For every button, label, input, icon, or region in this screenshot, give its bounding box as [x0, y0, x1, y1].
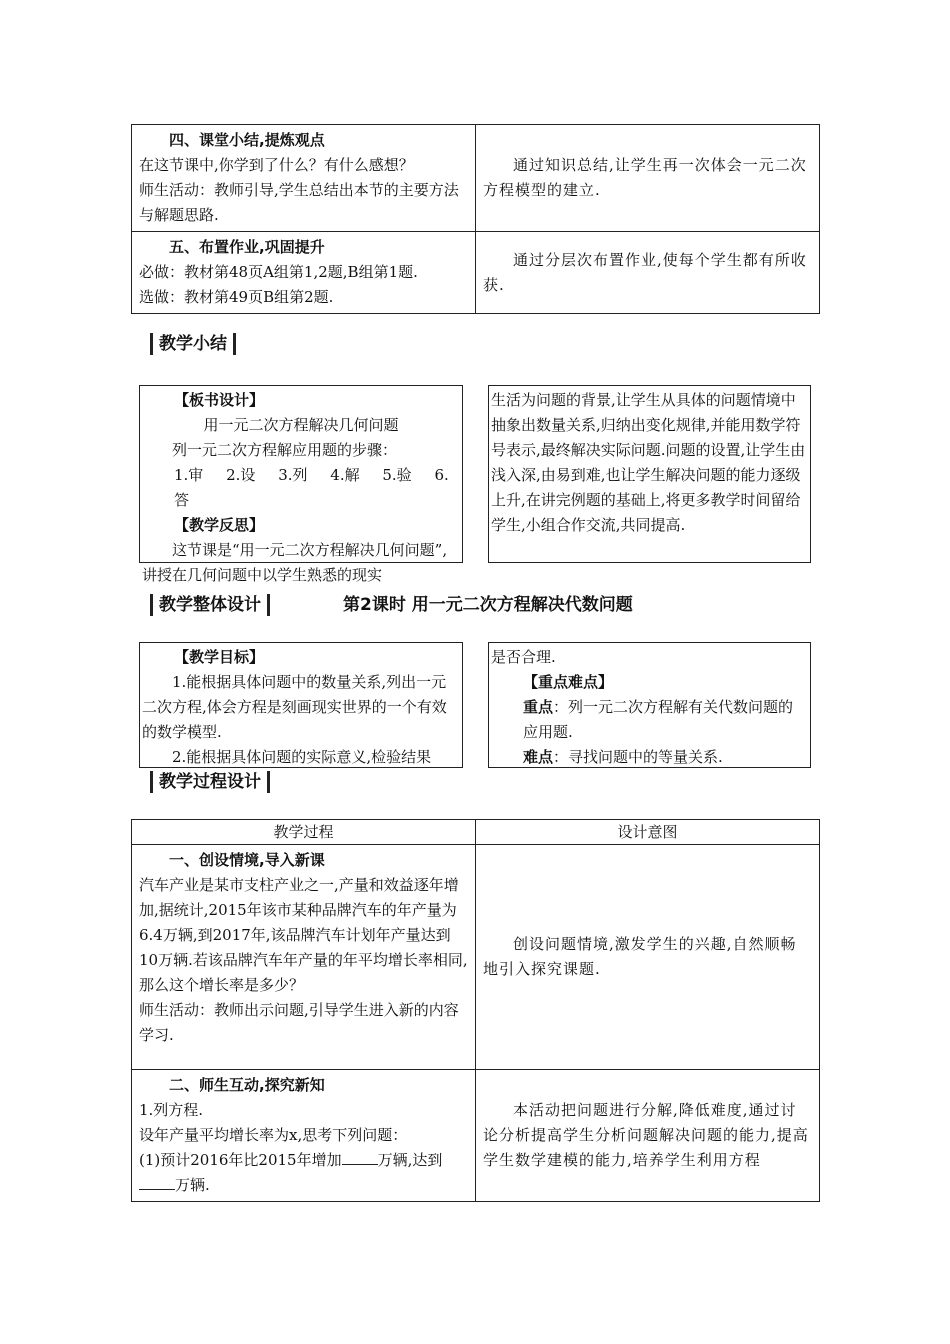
intent-text: 通过分层次布置作业,使每个学生都有所收获. — [483, 250, 807, 294]
board-title: 用一元二次方程解决几何问题 — [203, 416, 399, 434]
row-activity: 师生活动：教师出示问题,引导学生进入新的内容学习. — [139, 1001, 459, 1044]
process-table — [131, 819, 820, 1202]
section-title-summary: 教学小结 — [150, 333, 236, 355]
question-part: (1)预计2016年比2015年增加 — [139, 1151, 342, 1169]
row-item: 1.列方程. — [139, 1101, 204, 1119]
table-row — [132, 232, 820, 314]
column-header: 设计意图 — [476, 820, 820, 845]
intent-text: 通过知识总结,让学生再一次体会一元二次方程模型的建立. — [483, 156, 807, 199]
goals-label: 【教学目标】 — [174, 648, 265, 666]
section-title-process: 教学过程设计 — [150, 771, 270, 793]
row-setup: 设年产量平均增长率为x,思考下列问题： — [139, 1126, 408, 1144]
key-points-label: 【重点难点】 — [523, 673, 614, 691]
intent-text: 创设问题情境,激发学生的兴趣,自然顺畅地引入探究课题. — [483, 935, 797, 978]
step-item: 5.验 — [382, 466, 412, 484]
question-1-cont — [139, 1173, 468, 1198]
key-points-box — [488, 642, 811, 768]
reflection-continued-box — [488, 385, 811, 563]
row-text: 汽车产业是某市支柱产业之一,产量和效益逐年增加,据统计,2015年该市某种品牌汽车的年产量为6.4万辆,到2017年,该品牌汽车计划年产量达到10万辆.若该品牌汽车年产量的年平均增长率相同,那么这个增长率是多少？ — [139, 876, 468, 994]
intent-text: 本活动把问题进行分解,降低难度,通过讨论分析提高学生分析问题解决问题的能力,提高学生数学建模的能力,培养学生利用方程 — [483, 1101, 809, 1169]
goal-item: 1.能根据具体问题中的数量关系,列出一元二次方程,体会方程是刻画现实世界的一个有效的数学模型. — [142, 673, 447, 741]
step-item: 4.解 — [330, 466, 360, 484]
process-cell — [132, 845, 476, 1070]
section-title-design: 教学整体设计 — [150, 594, 270, 616]
answer-blank[interactable] — [139, 1175, 175, 1190]
intent-cell — [476, 845, 820, 1070]
row-heading: 一、创设情境,导入新课 — [169, 851, 325, 869]
reflection-text: 生活为问题的背景,让学生从具体的问题情境中抽象出数量关系,归纳出变化规律,并能用数学符号表示,最终解决实际问题.问题的设置,让学生由浅入深,由易到难,也让学生解决问题的能力逐级上升,在讲完例题的基础上,将更多教学时间留给学生,小组合作交流,共同提高. — [491, 391, 806, 534]
column-header: 教学过程 — [132, 820, 476, 845]
board-label: 【板书设计】 — [174, 391, 265, 409]
question-part: 万辆. — [175, 1176, 210, 1194]
process-cell — [132, 232, 476, 314]
table-row — [132, 1070, 820, 1202]
question-1 — [139, 1148, 468, 1173]
row-heading: 四、课堂小结,提炼观点 — [169, 131, 325, 149]
intent-cell — [476, 125, 820, 232]
goal-continued: 是否合理. — [491, 648, 556, 666]
board-design-box — [139, 385, 463, 584]
key-point-text: ：列一元二次方程解有关代数问题的应用题. — [523, 698, 794, 741]
row-line: 在这节课中,你学到了什么？有什么感想？ — [139, 156, 414, 174]
process-cell — [132, 125, 476, 232]
row-heading: 二、师生互动,探究新知 — [169, 1076, 325, 1094]
table-header-row — [132, 820, 820, 845]
intent-cell — [476, 1070, 820, 1202]
step-item: 1.审 — [174, 466, 204, 484]
top-table — [131, 124, 820, 314]
difficulty-text: ：寻找问题中的等量关系. — [553, 748, 723, 766]
step-item: 2.设 — [226, 466, 256, 484]
process-cell — [132, 1070, 476, 1202]
step-item: 6.答 — [174, 466, 449, 509]
key-point — [491, 695, 808, 745]
question-part: 万辆,达到 — [377, 1151, 443, 1169]
difficulty-label: 难点 — [523, 748, 554, 766]
reflect-text: 这节课是“用一元二次方程解决几何问题”,讲授在几何问题中以学生熟悉的现实 — [142, 541, 448, 584]
goals-box — [139, 642, 463, 768]
row-line: 师生活动：教师引导,学生总结出本节的主要方法与解题思路. — [139, 181, 459, 224]
difficulty-point — [491, 745, 808, 770]
answer-blank[interactable] — [342, 1150, 378, 1165]
steps-list — [142, 463, 460, 513]
table-row — [132, 845, 820, 1070]
reflect-label: 【教学反思】 — [174, 516, 265, 534]
table-row — [132, 125, 820, 232]
intent-cell — [476, 232, 820, 314]
lesson-title: 第2课时 用一元二次方程解决代数问题 — [343, 595, 633, 615]
row-heading: 五、布置作业,巩固提升 — [169, 238, 325, 256]
steps-intro: 列一元二次方程解应用题的步骤： — [172, 441, 398, 459]
key-point-label: 重点 — [523, 698, 554, 716]
step-item: 3.列 — [278, 466, 308, 484]
row-line: 必做：教材第48页A组第1,2题,B组第1题. — [139, 263, 418, 281]
goal-item: 2.能根据具体问题的实际意义,检验结果 — [172, 748, 432, 766]
row-line: 选做：教材第49页B组第2题. — [139, 288, 334, 306]
